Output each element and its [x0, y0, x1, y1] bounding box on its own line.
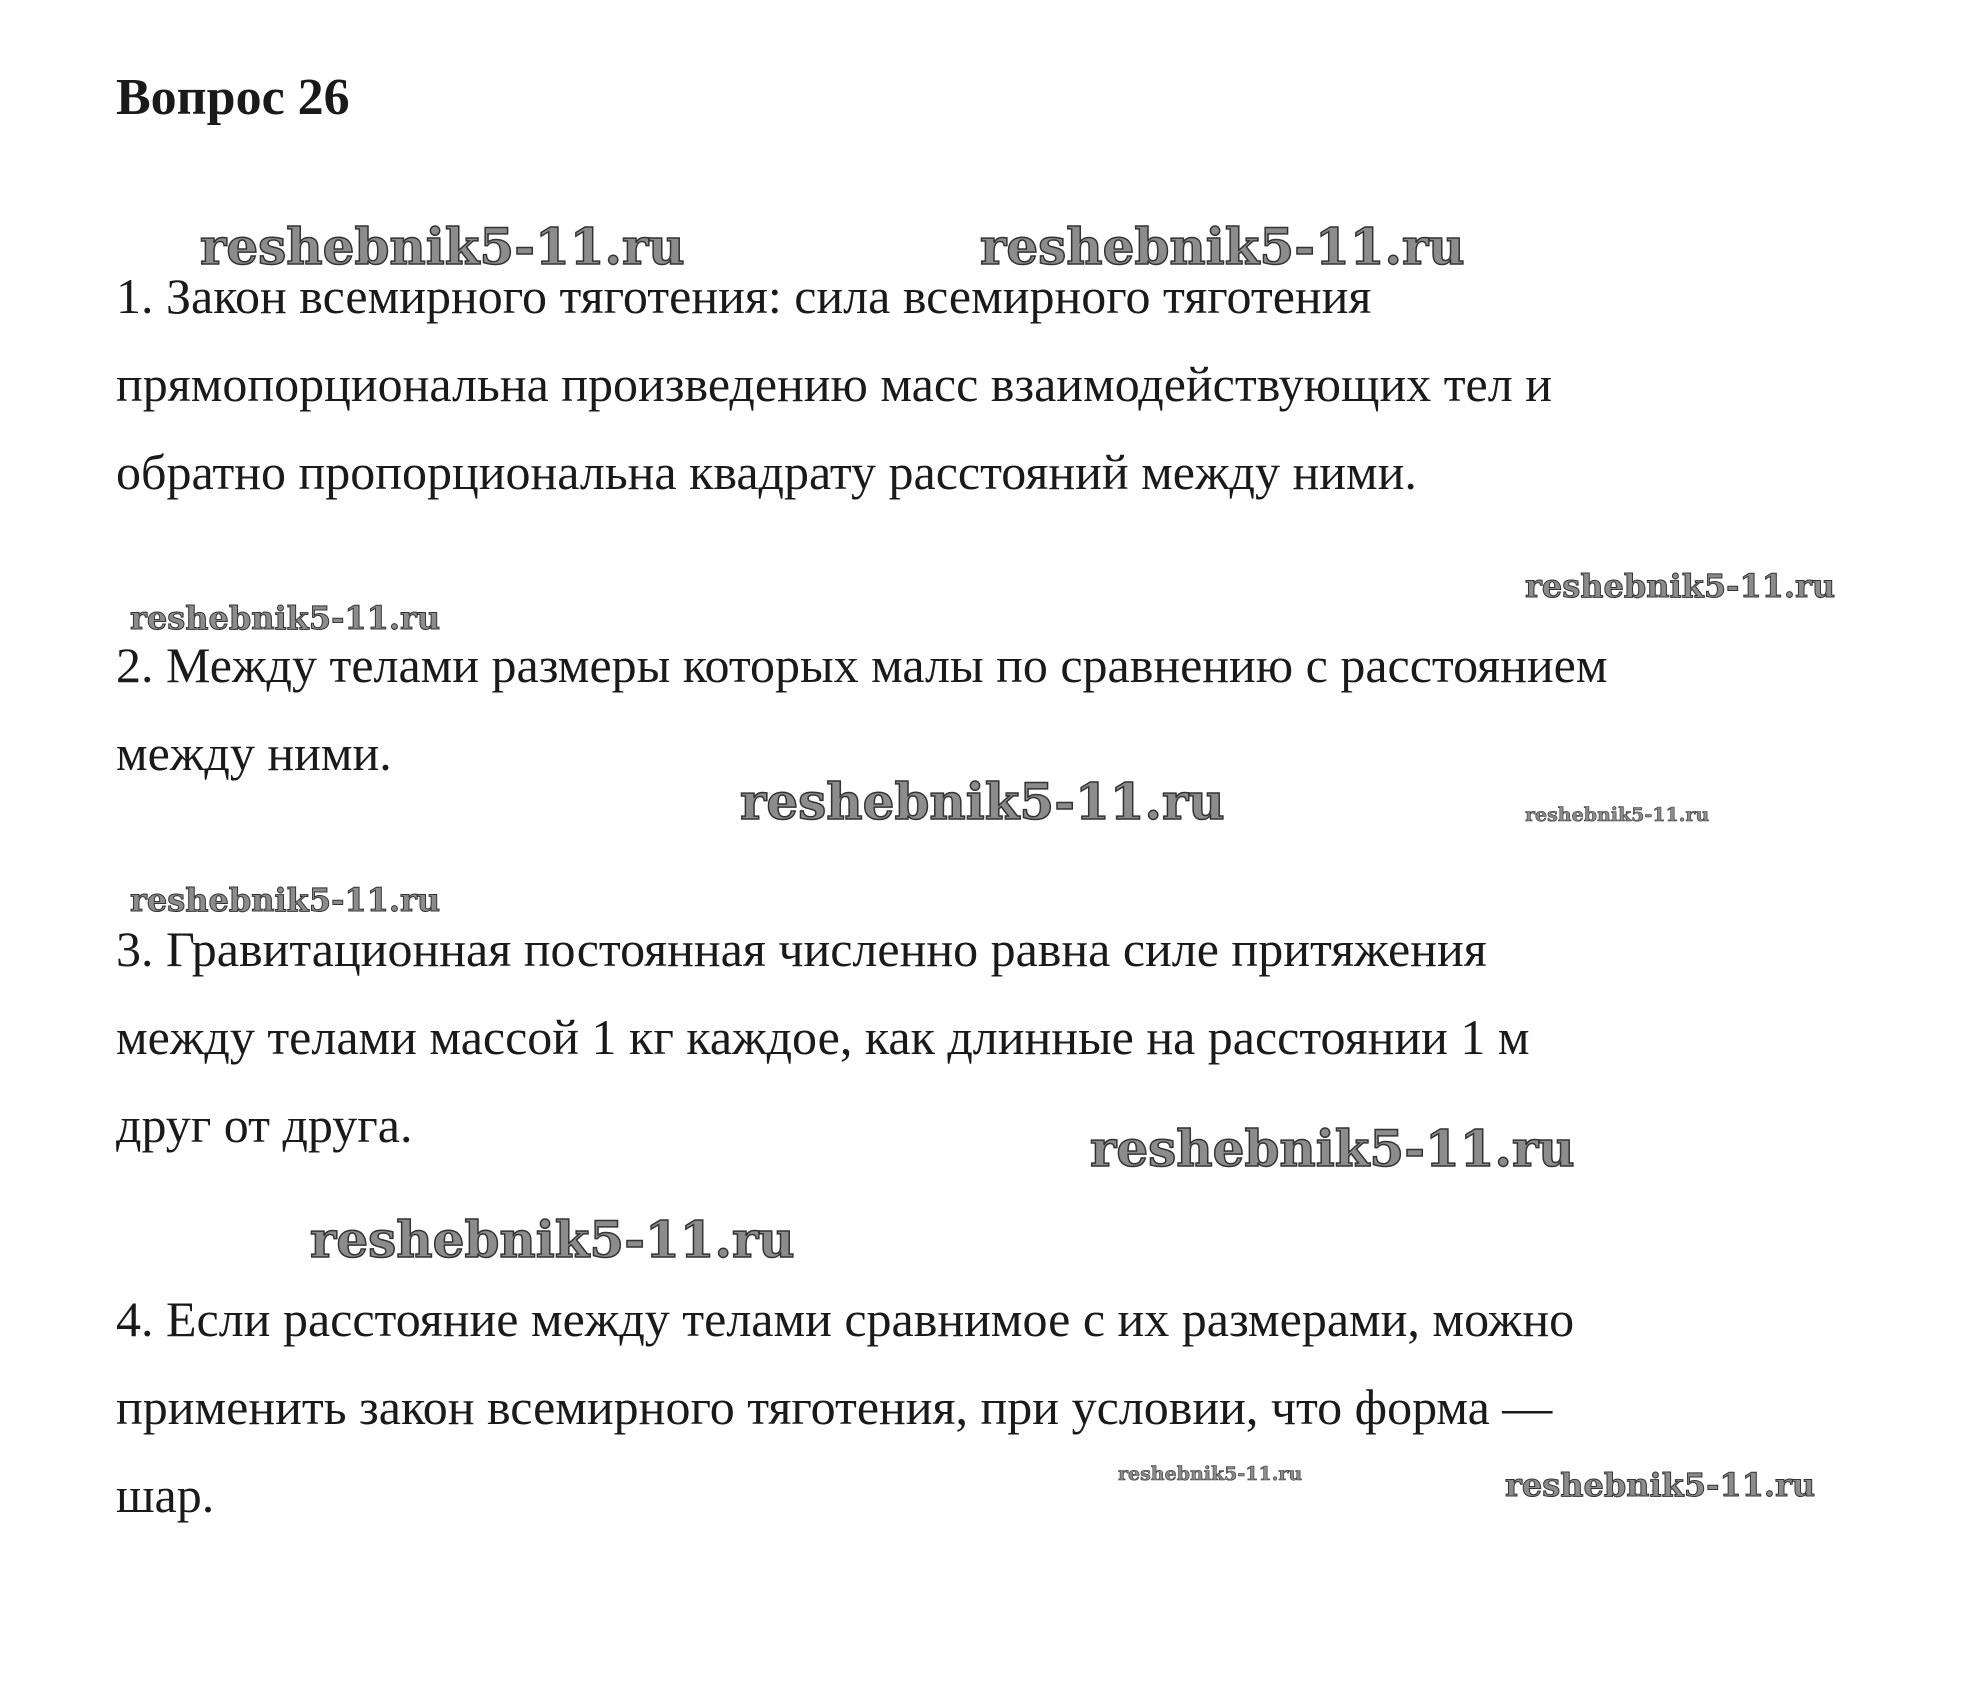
answer-line: 4. Если расстояние между телами сравнимое с их размерами, можно: [116, 1291, 1575, 1347]
answer-line: между ними.: [116, 725, 392, 781]
answer-line: друг от друга.: [116, 1097, 413, 1153]
answer-1: [116, 252, 1896, 516]
watermark: reshebnik5-11.ru: [130, 599, 441, 637]
watermark: reshebnik5-11.ru: [1118, 1463, 1303, 1485]
watermark: reshebnik5-11.ru: [740, 772, 1225, 831]
answer-line: 1. Закон всемирного тяготения: сила всемирного тяготения: [116, 268, 1372, 324]
answer-2: [116, 621, 1896, 797]
watermark: reshebnik5-11.ru: [1525, 804, 1710, 826]
watermark: reshebnik5-11.ru: [980, 217, 1465, 276]
watermark: reshebnik5-11.ru: [1090, 1119, 1575, 1178]
watermark: reshebnik5-11.ru: [310, 1210, 795, 1269]
watermark: reshebnik5-11.ru: [130, 881, 441, 919]
answer-line: применить закон всемирного тяготения, при условии, что форма —: [116, 1379, 1553, 1435]
watermark: reshebnik5-11.ru: [1505, 1466, 1816, 1504]
page-title: Вопрос 26: [116, 69, 350, 126]
answer-line: прямопорциональна произведению масс взаимодействующих тел и: [116, 356, 1552, 412]
watermark: reshebnik5-11.ru: [1525, 567, 1836, 605]
answer-line: 2. Между телами размеры которых малы по сравнению с расстоянием: [116, 637, 1608, 693]
answer-line: обратно пропорциональна квадрату расстояний между ними.: [116, 444, 1417, 500]
answer-3: [116, 905, 1896, 1169]
watermark: reshebnik5-11.ru: [200, 217, 685, 276]
answer-line: шар.: [116, 1467, 215, 1523]
answer-line: между телами массой 1 кг каждое, как длинные на расстоянии 1 м: [116, 1009, 1530, 1065]
answer-line: 3. Гравитационная постоянная численно равна силе притяжения: [116, 921, 1487, 977]
